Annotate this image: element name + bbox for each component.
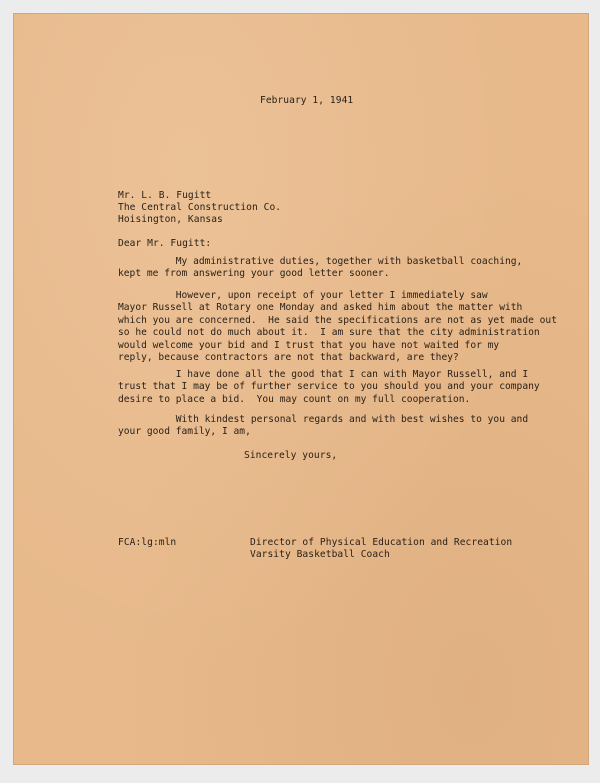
paragraph-4-line: With kindest personal regards and with best wishes to you and (118, 414, 529, 425)
paragraph-2-line: would welcome your bid and I trust that you have not waited for my (118, 339, 500, 351)
paragraph-2-line: so he could not do much about it. I am sure that the city administration (118, 327, 540, 339)
letter-page (14, 14, 588, 764)
paragraph-2-line: However, upon receipt of your letter I immediately saw (118, 290, 488, 301)
paragraph-3-line: desire to place a bid. You may count on my full cooperation. (118, 393, 471, 405)
signature-title-1: Director of Physical Education and Recreation (250, 537, 513, 548)
recipient-city: Hoisington, Kansas (118, 214, 223, 225)
paragraph-4-line: your good family, I am, (118, 426, 251, 438)
paragraph-3-line: I have done all the good that I can with Mayor Russell, and I (118, 369, 529, 380)
reference-initials: FCA:lg:mln (118, 537, 177, 548)
paragraph-1 (118, 256, 522, 281)
paragraph-2-line: reply, because contractors are not that backward, are they? (118, 352, 459, 364)
letter-date: February 1, 1941 (260, 95, 354, 106)
paragraph-2-line: which you are concerned. He said the specifications are not as yet made out (118, 314, 557, 326)
recipient-company: The Central Construction Co. (118, 202, 282, 213)
recipient-name: Mr. L. B. Fugitt (118, 190, 212, 201)
paragraph-3 (118, 369, 540, 406)
closing: Sincerely yours, (244, 450, 338, 461)
salutation: Dear Mr. Fugitt: (118, 238, 212, 249)
signature-title-2: Varsity Basketball Coach (250, 549, 390, 560)
paragraph-2 (118, 290, 557, 364)
paragraph-3-line: trust that I may be of further service to you should you and your company (118, 381, 540, 393)
paragraph-1-line: My administrative duties, together with basketball coaching, (118, 256, 523, 267)
paragraph-2-line: Mayor Russell at Rotary one Monday and asked him about the matter with (118, 302, 523, 314)
paragraph-1-line: kept me from answering your good letter sooner. (118, 268, 390, 280)
paragraph-4 (118, 414, 528, 439)
